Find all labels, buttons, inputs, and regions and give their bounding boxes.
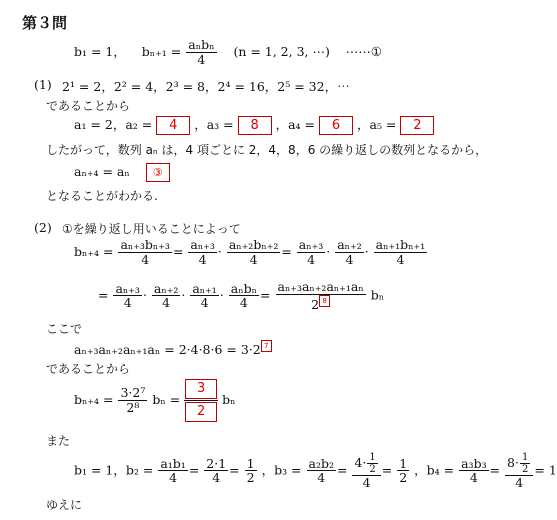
answer-a4: 6 bbox=[319, 116, 353, 135]
frac-6-den: 4 bbox=[396, 251, 405, 267]
a3-label: ，a₃ = bbox=[194, 117, 234, 132]
bn-factor-2: bₙ bbox=[152, 392, 166, 407]
b3-result-num: 1 bbox=[399, 455, 408, 471]
frac-1 bbox=[118, 238, 172, 267]
b-values-line: b₁ = 1，b₂ = $\frac{\text{a₁b₁}}{4}$ = $\frac{2\cdot 1}{4}$ = $\frac{1}{2}$ ，b₃ = $\frac{\text{a₂b₂}}{4}$ = 4· $\frac{1}{2}$ 4 = $\frac{1}{2}$ ，b₄ = $\frac{\text{a₃b₃}}{4}$ = 8· $\frac{1}{2}$ 4 = 1 bbox=[74, 452, 557, 490]
answer-a5: 2 bbox=[400, 116, 434, 135]
frac-2 bbox=[188, 238, 216, 267]
a-values-line bbox=[74, 115, 434, 135]
b3-half-num: 1 bbox=[369, 452, 376, 463]
answer-ratio-num: 3 bbox=[185, 379, 217, 399]
part2-label: (2) bbox=[34, 220, 52, 235]
b2-frac-a-den: 4 bbox=[169, 470, 178, 486]
bn4-expansion-line1: bₙ₊₄ = $\frac{\text{aₙ₊₃bₙ₊₃}}{4}$ = $\frac{\text{aₙ₊₃}}{4}$ · $\frac{\text{aₙ₊₂bₙ₊₂}}{4}$ = $\frac{\text{aₙ₊₃}}{4}$ · $\frac{\text{aₙ₊₂}}{4}$ · $\frac{\text{aₙ₊₁bₙ₊₁}}{4}$ bbox=[74, 237, 426, 267]
bn4-lhs-2: bₙ₊₄ = bbox=[74, 392, 114, 407]
bn1-lhs: bₙ₊₁ = bbox=[141, 43, 182, 59]
part2-text-kara: であることから bbox=[46, 362, 131, 376]
b2-result bbox=[245, 457, 257, 486]
frac-h bbox=[118, 386, 147, 415]
b4-frac-a bbox=[459, 457, 488, 486]
b4-frac-b bbox=[505, 452, 533, 490]
frac-2-num: aₙ₊₃ bbox=[190, 237, 215, 252]
b3-result bbox=[397, 457, 409, 486]
frac-1-num: aₙ₊₃bₙ₊₃ bbox=[120, 237, 170, 252]
frac-g4-num: aₙbₙ bbox=[230, 280, 258, 296]
frac-2-den: 4 bbox=[198, 251, 207, 267]
frac-g1-num: aₙ₊₃ bbox=[115, 280, 140, 296]
frac-g4 bbox=[229, 282, 259, 311]
frac-h-den: 2⁸ bbox=[126, 400, 140, 415]
b1-b2-label: b₁ = 1，b₂ = bbox=[74, 462, 154, 478]
frac-g5-den bbox=[276, 295, 366, 312]
frac-g2-den: 4 bbox=[162, 295, 171, 311]
frac-5-den: 4 bbox=[345, 251, 354, 267]
equation-ref: ⋯⋯① bbox=[345, 43, 382, 59]
b4-frac-b-int: 8· bbox=[507, 455, 519, 470]
answer-period-choice: ③ bbox=[146, 163, 170, 182]
frac-4-num: aₙ₊₃ bbox=[298, 237, 324, 252]
powers-of-two: 2¹ = 2，2² = 4，2³ = 8，2⁴ = 16，2⁵ = 32，⋯ bbox=[62, 79, 350, 94]
answer-ratio-bar bbox=[184, 400, 218, 401]
b4-half-num: 1 bbox=[521, 452, 529, 463]
b2-frac-b-den: 4 bbox=[212, 470, 221, 486]
frac-5 bbox=[335, 238, 363, 267]
b2-frac-b bbox=[204, 457, 228, 486]
frac-g3-num: aₙ₊₁ bbox=[192, 280, 217, 296]
answer-a2: 4 bbox=[156, 116, 190, 135]
part2-koko: ここで bbox=[46, 322, 83, 336]
frac-g4-den: 4 bbox=[239, 295, 248, 311]
b2-result-num: 1 bbox=[246, 455, 255, 471]
b3-frac-a bbox=[307, 457, 336, 486]
frac-3-den: 4 bbox=[249, 251, 258, 267]
frac-3 bbox=[227, 238, 281, 267]
a1-a2-label: a₁ = 2，a₂ = bbox=[74, 117, 153, 132]
frac-6 bbox=[374, 238, 428, 267]
part2-yueni: ゆえに bbox=[46, 498, 83, 512]
part1-text-shitagatte: したがって，数列 aₙ は，4 項ごとに 2，4，8，6 の繰り返しの数列となるから， bbox=[46, 143, 488, 157]
frac-g2 bbox=[152, 282, 180, 311]
frac-1-den: 4 bbox=[141, 251, 150, 267]
answer-exponent-8: 8 bbox=[319, 295, 330, 307]
b3-frac-b bbox=[352, 452, 380, 490]
b3-half-den: 2 bbox=[369, 464, 376, 475]
bn-factor: bₙ bbox=[370, 287, 385, 303]
a5-label: ，a₅ = bbox=[357, 117, 397, 132]
frac-5-num: aₙ₊₂ bbox=[337, 237, 362, 252]
frac-4-den: 4 bbox=[307, 251, 316, 267]
domain-note: (n = 1, 2, 3, ⋯) bbox=[233, 43, 330, 59]
period-line bbox=[74, 163, 170, 182]
frac-4 bbox=[297, 238, 325, 267]
recurrence-definition bbox=[74, 38, 382, 67]
b4-frac-b-den: 4 bbox=[515, 475, 524, 490]
bn4-expansion-line2: = $\frac{\text{aₙ₊₃}}{4}$ · $\frac{\text{aₙ₊₂}}{4}$ · $\frac{\text{aₙ₊₁}}{4}$ · aₙbₙ 4 = $\frac{\text{aₙ₊₃aₙ₊₂aₙ₊₁aₙ}}{2 8}$ bₙ bbox=[98, 279, 385, 312]
b3-half bbox=[367, 452, 377, 475]
b3-result-den: 2 bbox=[399, 470, 408, 486]
bn4-lhs: bₙ₊₄ = bbox=[74, 243, 114, 259]
b2-frac-a bbox=[158, 457, 187, 486]
part1-label: (1) bbox=[34, 77, 52, 92]
b3-frac-b-den: 4 bbox=[362, 475, 371, 490]
b4-half bbox=[520, 452, 530, 475]
part2-intro: ①を繰り返し用いることによって bbox=[62, 222, 241, 236]
answer-a3: 8 bbox=[238, 116, 272, 135]
frac-g5-num: aₙ₊₃aₙ₊₂aₙ₊₁aₙ bbox=[277, 279, 364, 294]
part1-text-kara: であることから bbox=[46, 99, 131, 113]
b2-result-den: 2 bbox=[246, 470, 255, 486]
b3-frac-b-int: 4· bbox=[354, 455, 367, 470]
frac-g1 bbox=[113, 282, 141, 311]
part2-mata: また bbox=[46, 434, 71, 448]
b4-label: ，b₄ = bbox=[414, 462, 455, 478]
frac-g1-den: 4 bbox=[123, 295, 132, 311]
answer-exponent-7: 7 bbox=[261, 340, 272, 352]
b3-label: ，b₃ = bbox=[261, 462, 302, 478]
b4-half-den: 2 bbox=[521, 464, 529, 475]
frac-6-num: aₙ₊₁bₙ₊₁ bbox=[375, 237, 426, 252]
part1-conclusion: となることがわかる. bbox=[46, 189, 158, 203]
a4-label: ，a₄ = bbox=[275, 117, 316, 132]
frac-g2-num: aₙ₊₂ bbox=[153, 280, 179, 296]
bn-factor-3: bₙ bbox=[222, 392, 236, 407]
bn1-fraction bbox=[186, 38, 216, 67]
frac-h-num: 3·2⁷ bbox=[120, 385, 146, 401]
problem-title: 第３問 bbox=[22, 14, 68, 32]
b4-frac-b-num bbox=[505, 452, 533, 476]
answer-ratio bbox=[184, 378, 218, 423]
bn4-result-line: bₙ₊₄ = $\frac{\text{3·2⁷}}{\text{2⁸}}$ bₙ = $\frac{3}{2}$ bₙ bbox=[74, 378, 236, 423]
frac-3-num: aₙ₊₂bₙ₊₂ bbox=[228, 237, 279, 252]
b2-frac-a-num: a₁b₁ bbox=[160, 455, 186, 471]
answer-ratio-den: 2 bbox=[185, 402, 217, 422]
frac-g3 bbox=[190, 282, 218, 311]
period-equation: aₙ₊₄ = aₙ bbox=[74, 164, 130, 179]
b4-frac-a-num: a₃b₃ bbox=[461, 455, 487, 471]
product-line bbox=[74, 340, 272, 357]
b4-result: 1 bbox=[548, 462, 557, 478]
b3-frac-a-num: a₂b₂ bbox=[308, 455, 334, 471]
b4-frac-a-den: 4 bbox=[469, 470, 478, 486]
bn1-denominator: 4 bbox=[197, 51, 206, 67]
b3-frac-a-den: 4 bbox=[317, 470, 326, 486]
frac-g5 bbox=[276, 280, 366, 312]
b1-def: b₁ = 1， bbox=[74, 43, 126, 59]
b3-frac-b-num bbox=[352, 452, 380, 476]
frac-g3-den: 4 bbox=[200, 295, 209, 311]
b2-frac-b-num: 2·1 bbox=[206, 455, 227, 471]
bn1-numerator: aₙbₙ bbox=[188, 37, 215, 52]
product-equation: aₙ₊₃aₙ₊₂aₙ₊₁aₙ = 2·4·8·6 = 3·2 bbox=[74, 342, 261, 357]
frac-g5-den-base: 2 bbox=[311, 296, 320, 312]
